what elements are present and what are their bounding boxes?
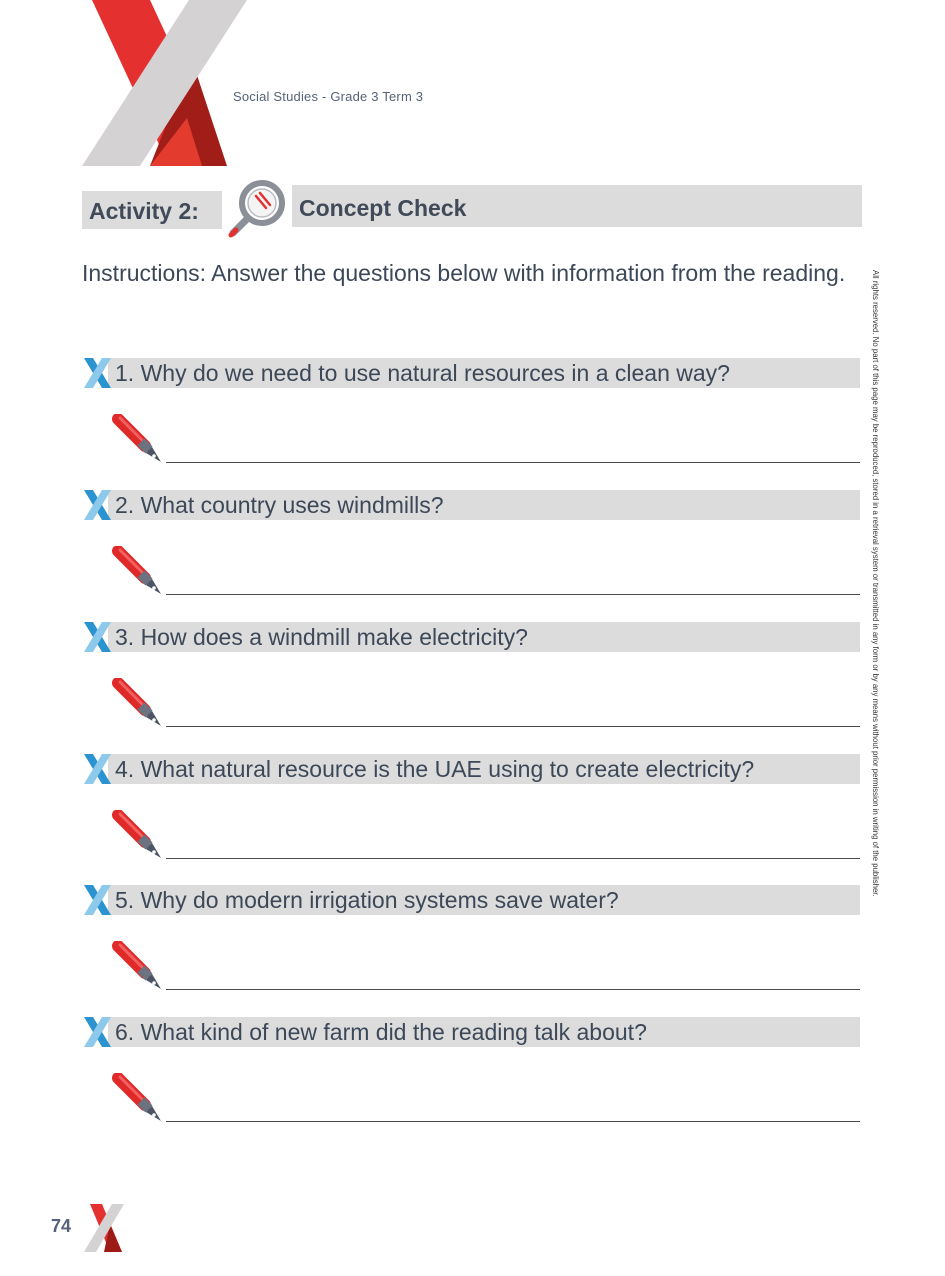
- pen-icon: [112, 1073, 164, 1125]
- answer-line[interactable]: [166, 1121, 860, 1122]
- x-logo-icon: [82, 1204, 126, 1252]
- pen-icon: [112, 941, 164, 993]
- x-marker-icon: [83, 489, 113, 521]
- answer-line[interactable]: [166, 989, 860, 990]
- x-marker-icon: [83, 621, 113, 653]
- page-number: 74: [51, 1216, 72, 1236]
- question-text: 6. What kind of new farm did the reading talk about?: [115, 1019, 647, 1045]
- x-marker-icon: [83, 357, 113, 389]
- copyright-text: All rights reserved. No part of this page may be reproduced, stored in a retrieval system or transmitted in any form or by any means without prior permission in writing of the publisher.: [871, 270, 880, 897]
- x-marker-icon: [83, 753, 113, 785]
- answer-line[interactable]: [166, 594, 860, 595]
- answer-line[interactable]: [166, 726, 860, 727]
- x-marker-icon: [83, 1016, 113, 1048]
- magnifier-icon: [226, 178, 288, 238]
- activity-title: Concept Check: [299, 195, 467, 221]
- answer-line[interactable]: [166, 858, 860, 859]
- x-marker-icon: [83, 884, 113, 916]
- question-text: 2. What country uses windmills?: [115, 492, 444, 518]
- copyright-notice: [868, 268, 888, 1008]
- question-text: 5. Why do modern irrigation systems save water?: [115, 887, 619, 913]
- book-subtitle: Social Studies - Grade 3 Term 3: [233, 89, 424, 104]
- answer-line[interactable]: [166, 462, 860, 463]
- pen-icon: [112, 678, 164, 730]
- x-logo-icon: [82, 0, 247, 166]
- pen-icon: [112, 414, 164, 466]
- activity-label: Activity 2:: [89, 198, 199, 224]
- question-text: 1. Why do we need to use natural resources in a clean way?: [115, 360, 730, 386]
- question-text: 4. What natural resource is the UAE using to create electricity?: [115, 756, 755, 782]
- question-text: 3. How does a windmill make electricity?: [115, 624, 528, 650]
- pen-icon: [112, 546, 164, 598]
- instructions-text: Instructions: Answer the questions below with information from the reading.: [82, 260, 846, 286]
- pen-icon: [112, 810, 164, 862]
